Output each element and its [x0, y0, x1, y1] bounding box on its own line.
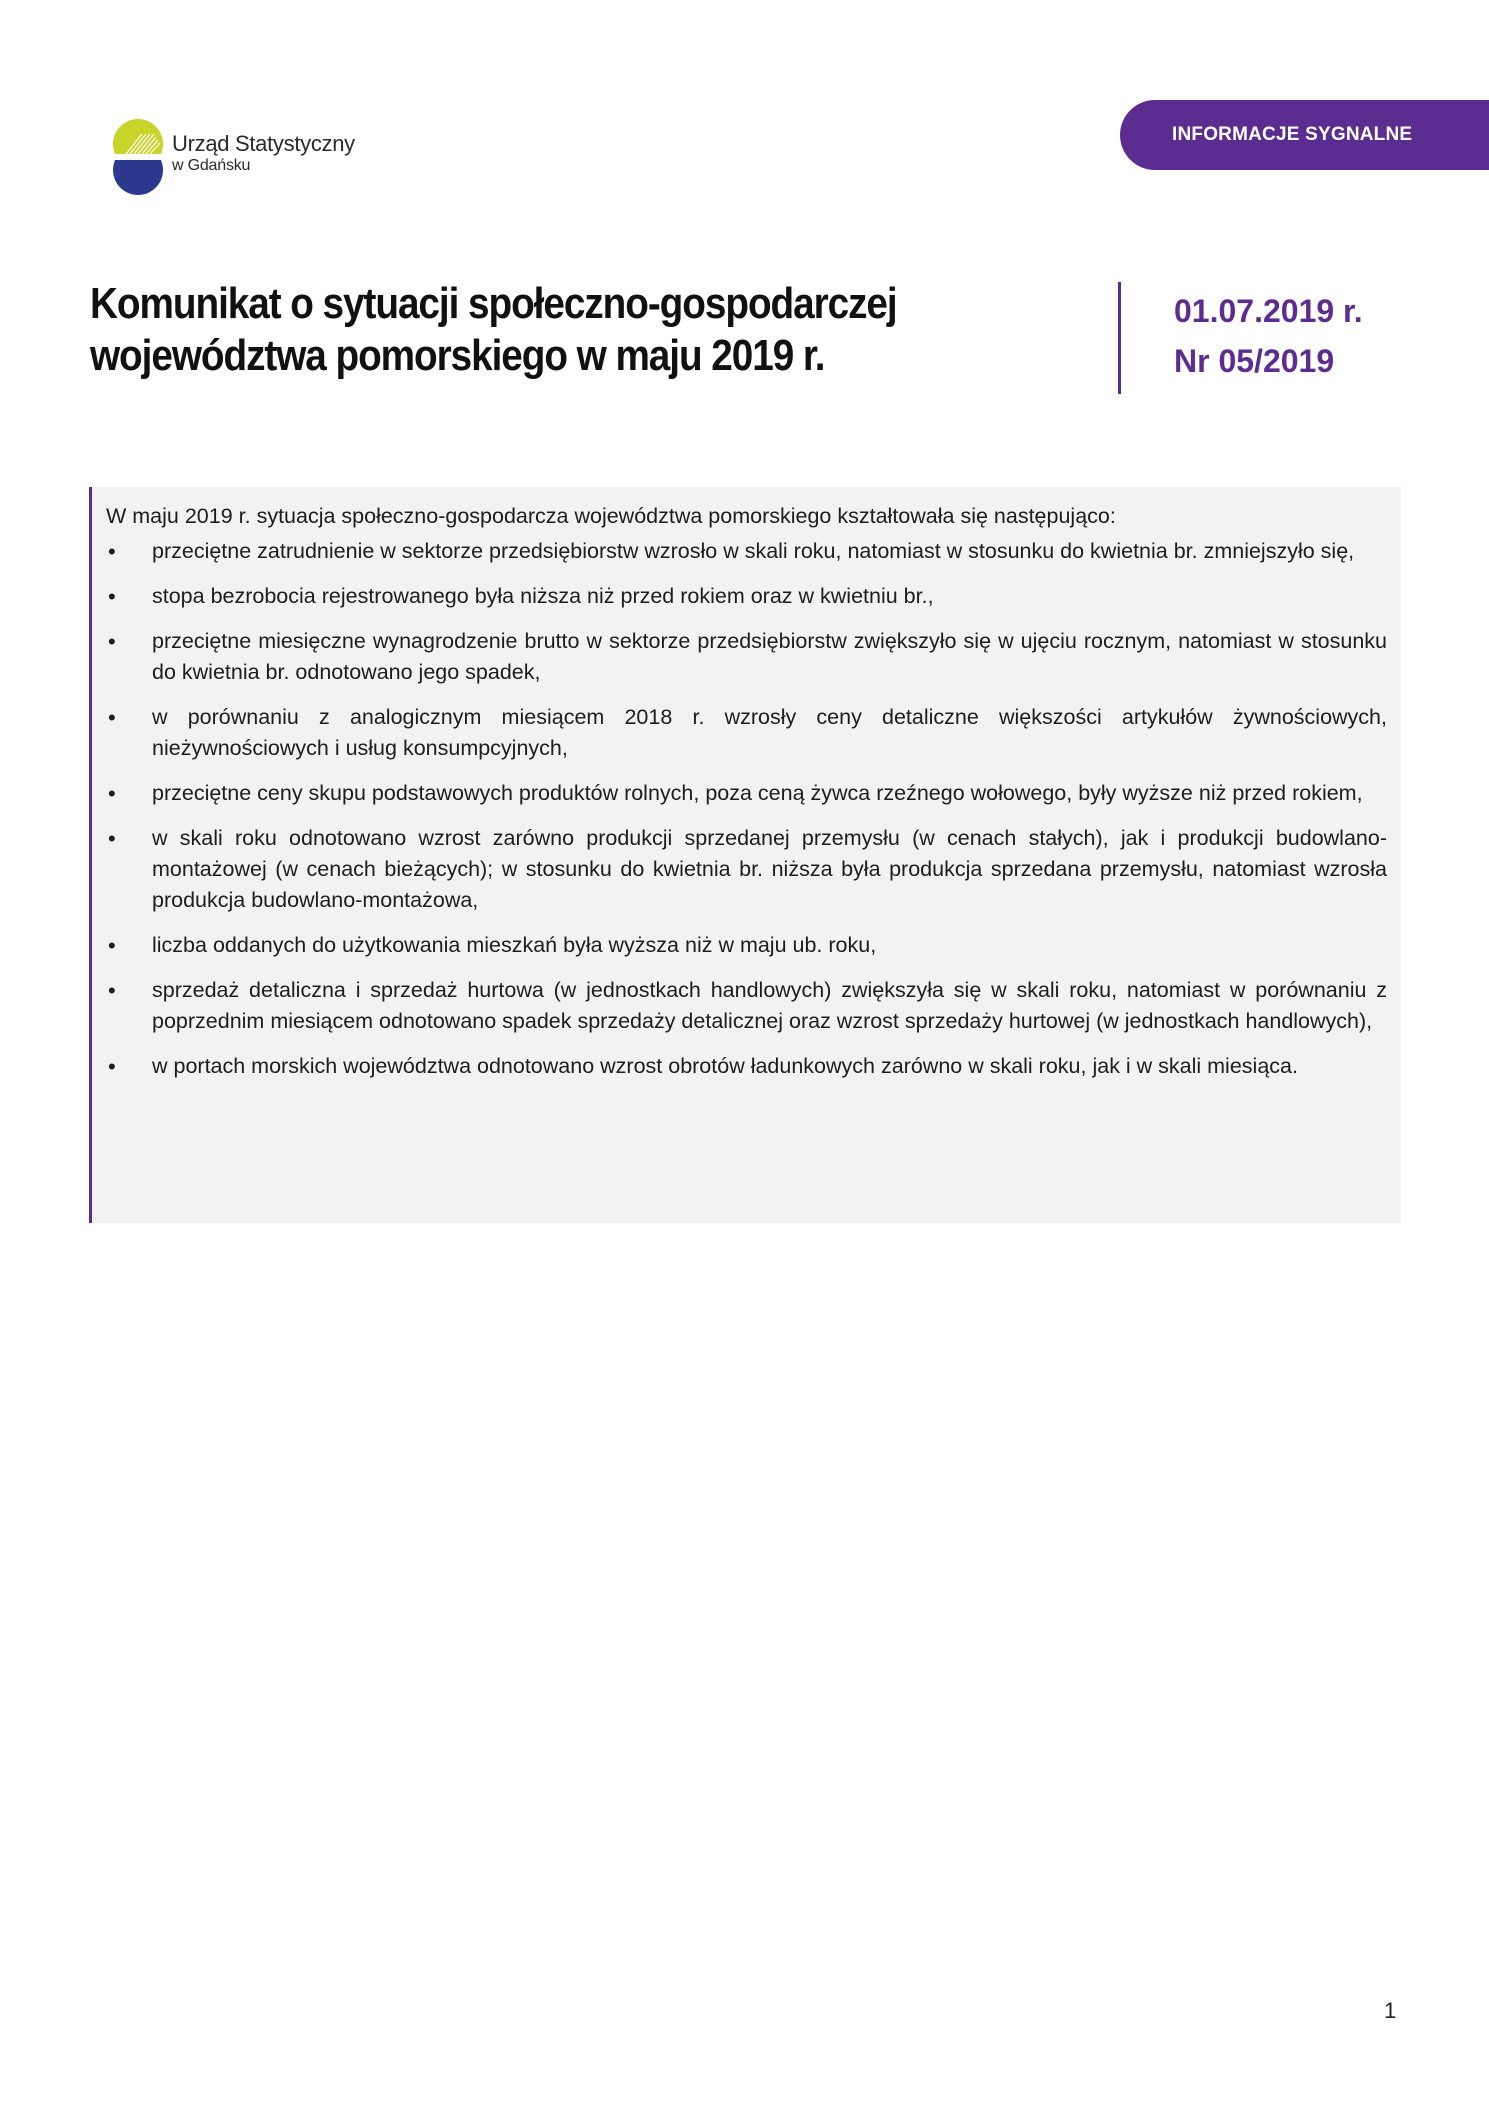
list-item-text: przeciętne zatrudnienie w sektorze przedsiębiorstw wzrosło w skali roku, natomiast w stosunku do kwietnia br. zmniejszyło się,	[152, 539, 1355, 563]
publication-number: Nr 05/2019	[1174, 343, 1335, 379]
page-number: 1	[1384, 1998, 1397, 2023]
list-item	[106, 823, 1387, 916]
list-item	[106, 702, 1387, 764]
bullet-icon: •	[108, 705, 116, 730]
logo-text	[172, 132, 355, 175]
list-item-text: liczba oddanych do użytkowania mieszkań była wyższa niż w maju ub. roku,	[152, 933, 877, 957]
bullet-icon: •	[108, 629, 116, 654]
document-title	[90, 278, 970, 382]
list-item	[106, 626, 1387, 688]
list-item	[106, 975, 1387, 1037]
document-meta	[1174, 286, 1363, 386]
summary-list	[106, 536, 1387, 1082]
list-item-text: w skali roku odnotowano wzrost zarówno produkcji sprzedanej przemysłu (w cenach stałych), jak i produkcji budowlano-montażowej (w cenach bieżących); w stosunku do kwietnia br. niższa była produkcja sprzedana przemysłu, natomiast wzrosła produkcja budowlano-montażowa,	[152, 826, 1387, 912]
logo-mark-icon	[112, 118, 164, 196]
list-item-text: w portach morskich województwa odnotowano wzrost obrotów ładunkowych zarówno w skali roku, jak i w skali miesiąca.	[152, 1054, 1298, 1078]
title-line-1: Komunikat o sytuacji społeczno-gospodarczej	[90, 279, 897, 328]
bullet-icon: •	[108, 1054, 116, 1079]
category-badge	[1120, 100, 1489, 170]
list-item	[106, 930, 1387, 961]
bullet-icon: •	[108, 933, 116, 958]
summary-box	[89, 487, 1401, 1223]
list-item-text: sprzedaż detaliczna i sprzedaż hurtowa (w jednostkach handlowych) zwiększyła się w skali roku, natomiast w porównaniu z poprzednim miesiącem odnotowano spadek sprzedaży detalicznej oraz wzrost sprzedaży hurtowej (w jednostkach handlowych),	[152, 978, 1387, 1033]
list-item-text: przeciętne ceny skupu podstawowych produktów rolnych, poza ceną żywca rzeźnego wołowego, były wyższe niż przed rokiem,	[152, 781, 1363, 805]
title-line-2: województwa pomorskiego w maju 2019 r.	[90, 331, 825, 380]
logo-line2: w Gdańsku	[172, 157, 251, 175]
logo-line1: Urząd Statystyczny	[172, 131, 355, 156]
category-badge-label: INFORMACJE SYGNALNE	[1172, 124, 1413, 145]
bullet-icon: •	[108, 781, 116, 806]
list-item-text: przeciętne miesięczne wynagrodzenie brutto w sektorze przedsiębiorstw zwiększyło się w ujęciu rocznym, natomiast w stosunku do kwietnia br. odnotowano jego spadek,	[152, 629, 1387, 684]
bullet-icon: •	[108, 826, 116, 851]
bullet-icon: •	[108, 539, 116, 564]
list-item	[106, 1051, 1387, 1082]
list-item	[106, 536, 1387, 567]
publication-date: 01.07.2019 r.	[1174, 293, 1363, 329]
title-divider	[1118, 282, 1121, 394]
list-item-text: stopa bezrobocia rejestrowanego była niższa niż przed rokiem oraz w kwietniu br.,	[152, 584, 934, 608]
logo	[112, 118, 412, 198]
list-item	[106, 581, 1387, 612]
summary-intro: W maju 2019 r. sytuacja społeczno-gospodarcza województwa pomorskiego kształtowała się następująco:	[106, 504, 1116, 528]
bullet-icon: •	[108, 978, 116, 1003]
list-item	[106, 778, 1387, 809]
bullet-icon: •	[108, 584, 116, 609]
list-item-text: w porównaniu z analogicznym miesiącem 2018 r. wzrosły ceny detaliczne większości artykułów żywnościowych, nieżywnościowych i usług konsumpcyjnych,	[152, 705, 1387, 760]
